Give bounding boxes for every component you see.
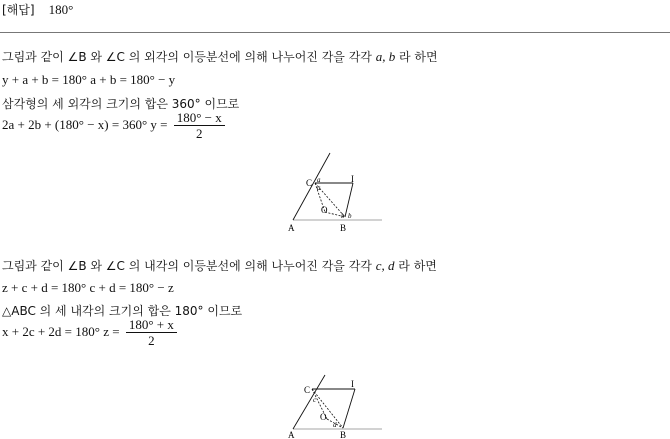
part1-intro-tail: 라 하면	[395, 50, 438, 64]
figure-incenter	[285, 372, 385, 439]
part2-eq2-left: x + 2c + 2d = 180° z =	[2, 323, 120, 339]
part1-eq2-denominator: 2	[196, 126, 203, 141]
fig2-angle-d: d	[333, 421, 337, 429]
part2-text2: △ABC 의 세 내각의 크기의 합은 180° 이므로	[2, 304, 243, 318]
part2-eq2-denominator: 2	[148, 333, 155, 348]
answer-header	[2, 1, 73, 18]
part2-intro	[2, 257, 437, 274]
fig2-label-c: C	[304, 385, 311, 395]
fig1-label-b: B	[340, 223, 347, 233]
fig2-label-a: A	[288, 430, 295, 439]
part1-intro	[2, 48, 438, 65]
part2-eq1: z + c + d = 180° c + d = 180° − z	[2, 280, 174, 295]
fig2-cb-dashed	[312, 389, 343, 428]
fig2-label-i: I	[351, 379, 354, 389]
part1-eq2-fraction	[174, 111, 225, 141]
figure-excenter	[285, 150, 385, 234]
fig2-ib-line	[343, 389, 355, 428]
part2-eq2	[2, 318, 177, 348]
part1-text2: 삼각형의 세 외각의 크기의 합은 360° 이므로	[2, 97, 240, 111]
part1-eq2	[2, 111, 225, 141]
part2-eq2-fraction	[126, 318, 177, 348]
fig2-label-o: O	[320, 412, 327, 422]
part1-intro-vars: a, b	[375, 49, 396, 64]
divider	[0, 32, 670, 33]
part2-intro-text: 그림과 같이 ∠B 와 ∠C 의 내각의 이등분선에 의해 나누어진 각을 각각	[2, 259, 376, 273]
fig2-label-b: B	[340, 430, 347, 439]
part1-eq1: y + a + b = 180° a + b = 180° − y	[2, 72, 176, 87]
answer-label: [해답]	[2, 3, 35, 17]
fig1-angle-b1: b	[341, 212, 345, 220]
fig1-label-a: A	[288, 223, 295, 233]
fig1-angle-a2: a	[317, 184, 321, 192]
fig1-label-o: O	[321, 205, 328, 215]
part1-intro-text: 그림과 같이 ∠B 와 ∠C 의 외각의 이등분선에 의해 나누어진 각을 각각	[2, 50, 376, 64]
fig1-angle-a1: a	[317, 176, 321, 184]
part2-intro-vars: c, d	[375, 258, 395, 273]
fig1-label-c: C	[306, 178, 313, 188]
fig2-angle-c: c	[313, 396, 317, 404]
fig1-label-i: I	[351, 174, 354, 184]
part1-eq2-left: 2a + 2b + (180° − x) = 360° y =	[2, 116, 168, 132]
answer-value: 180°	[48, 2, 74, 17]
fig1-angle-b2: b	[348, 212, 352, 220]
part2-intro-tail: 라 하면	[394, 259, 437, 273]
part2-eq2-numerator: 180° + x	[126, 318, 177, 333]
part1-eq2-numerator: 180° − x	[174, 111, 225, 126]
